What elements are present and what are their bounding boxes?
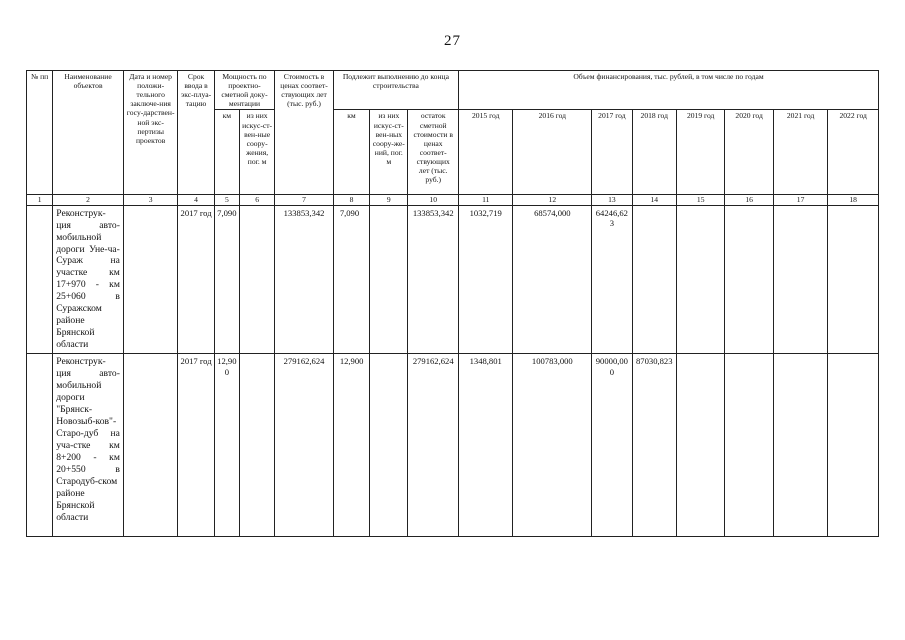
year-2019-cell	[676, 205, 724, 354]
cost-cell: 133853,342	[275, 205, 334, 354]
column-number: 11	[458, 195, 513, 205]
column-number: 9	[370, 195, 408, 205]
year-2022-cell	[828, 354, 879, 537]
column-number: 6	[239, 195, 274, 205]
remaining-km-cell: 7,090	[333, 205, 369, 354]
column-number: 15	[676, 195, 724, 205]
header-year-2019: 2019 год	[676, 110, 724, 195]
header-capacity-structures: из них искус-ст-вен-ные соору-жения, пог. м	[239, 110, 274, 195]
column-number: 10	[408, 195, 458, 205]
table-row	[27, 354, 879, 537]
year-2016-cell: 68574,000	[513, 205, 592, 354]
column-number: 8	[333, 195, 369, 205]
column-number: 2	[53, 195, 124, 205]
header-capacity-km: км	[214, 110, 239, 195]
header-year-2020: 2020 год	[725, 110, 773, 195]
column-number: 5	[214, 195, 239, 205]
remaining-cost-cell: 133853,342	[408, 205, 458, 354]
column-number: 4	[178, 195, 214, 205]
year-2016-cell: 100783,000	[513, 354, 592, 537]
column-number-row	[27, 195, 879, 205]
header-financing: Объем финансирования, тыс. рублей, в том числе по годам	[458, 71, 878, 110]
header-year-2017: 2017 год	[592, 110, 632, 195]
remaining-structures-cell	[370, 354, 408, 537]
header-cost: Стоимость в ценах соответ-ствующих лет (тыс. руб.)	[275, 71, 334, 195]
column-number: 17	[773, 195, 828, 205]
year-2015-cell: 1348,801	[458, 354, 513, 537]
header-capacity: Мощность по проектно-сметной доку-ментации	[214, 71, 275, 110]
header-year-2021: 2021 год	[773, 110, 828, 195]
row-number	[27, 205, 53, 354]
object-name: Реконструк-ция авто-мобильной дороги "Брянск-Новозыб-ков"-Старо-дуб на уча-стке км 8+200 - км 20+550 в Стародуб-ском районе Брянской области	[53, 354, 124, 537]
object-name: Реконструк-ция авто-мобильной дороги Уне-ча-Сураж на участке км 17+970 - км 25+060 в Суражском районе Брянской области	[53, 205, 124, 354]
year-2017-cell: 90000,000	[592, 354, 632, 537]
financing-table	[26, 70, 879, 537]
header-year-2018: 2018 год	[632, 110, 676, 195]
year-2018-cell	[632, 205, 676, 354]
table-row	[27, 205, 879, 354]
year-2018-cell: 87030,823	[632, 354, 676, 537]
year-2015-cell: 1032,719	[458, 205, 513, 354]
row-number	[27, 354, 53, 537]
header-remaining: Подлежит выполнению до конца строительства	[333, 71, 458, 110]
column-number: 16	[725, 195, 773, 205]
column-number: 7	[275, 195, 334, 205]
header-year-2015: 2015 год	[458, 110, 513, 195]
capacity-km-cell: 12,900	[214, 354, 239, 537]
year-2021-cell	[773, 205, 828, 354]
remaining-cost-cell: 279162,624	[408, 354, 458, 537]
expertise-cell	[123, 205, 178, 354]
remaining-structures-cell	[370, 205, 408, 354]
year-2021-cell	[773, 354, 828, 537]
header-year-2016: 2016 год	[513, 110, 592, 195]
year-2020-cell	[725, 354, 773, 537]
header-remaining-km: км	[333, 110, 369, 195]
header-expertise: Дата и номер положи-тельного заключе-ния госу-дарствен-ной экс-пертизы проектов	[123, 71, 178, 195]
header-remaining-cost: остаток сметной стоимости в ценах соответ-ствующих лет (тыс. руб.)	[408, 110, 458, 195]
header-item-number: № пп	[27, 71, 53, 195]
column-number: 3	[123, 195, 178, 205]
capacity-km-cell: 7,090	[214, 205, 239, 354]
page-number: 27	[444, 33, 461, 49]
column-number: 13	[592, 195, 632, 205]
column-number: 1	[27, 195, 53, 205]
year-2019-cell	[676, 354, 724, 537]
column-number: 18	[828, 195, 879, 205]
cost-cell: 279162,624	[275, 354, 334, 537]
year-2022-cell	[828, 205, 879, 354]
column-number: 14	[632, 195, 676, 205]
header-year-2022: 2022 год	[828, 110, 879, 195]
year-2017-cell: 64246,623	[592, 205, 632, 354]
remaining-km-cell: 12,900	[333, 354, 369, 537]
header-object-name: Наименование объектов	[53, 71, 124, 195]
capacity-structures-cell	[239, 354, 274, 537]
year-2020-cell	[725, 205, 773, 354]
commissioning-cell: 2017 год	[178, 205, 214, 354]
expertise-cell	[123, 354, 178, 537]
capacity-structures-cell	[239, 205, 274, 354]
commissioning-cell: 2017 год	[178, 354, 214, 537]
header-commissioning: Срок ввода в экс-плуа-тацию	[178, 71, 214, 195]
column-number: 12	[513, 195, 592, 205]
header-remaining-structures: из них искус-ст-вен-ных соору-же-ний, пог. м	[370, 110, 408, 195]
